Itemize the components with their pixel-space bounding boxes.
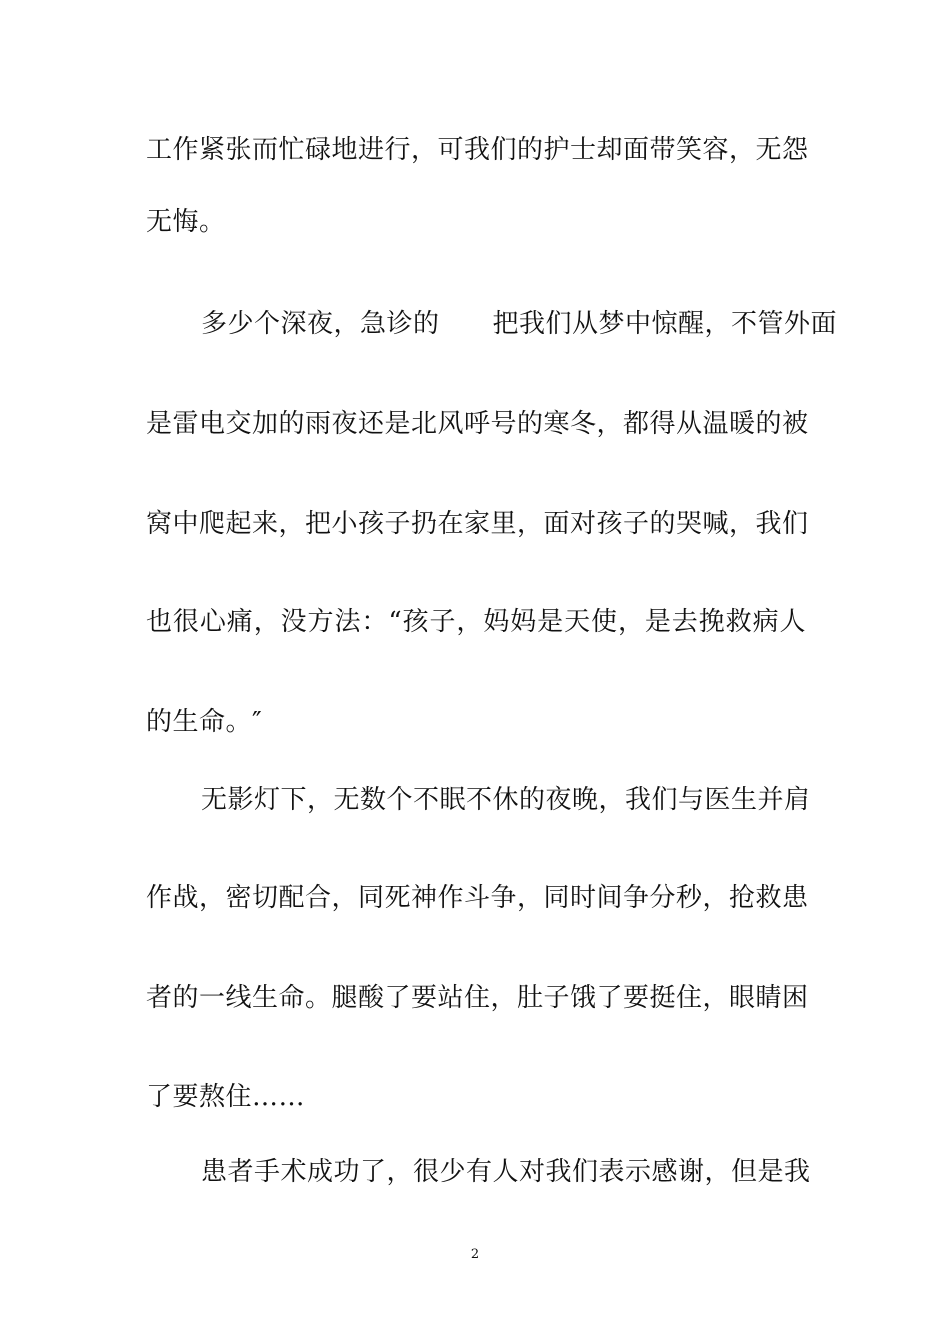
- text-line-11: 了要熬住……: [146, 1082, 306, 1112]
- page-number: 2: [470, 1247, 480, 1262]
- text-line-5: 窝中爬起来，把小孩子扔在家里，面对孩子的哭喊，我们: [146, 509, 809, 539]
- text-line-6: 也很心痛，没方法：“孩子，妈妈是天使，是去挽救病人: [146, 607, 806, 637]
- text-line-12: 患者手术成功了，很少有人对我们表示感谢，但是我: [201, 1157, 811, 1187]
- text-line-4: 是雷电交加的雨夜还是北风呼号的寒冬，都得从温暖的被: [146, 409, 809, 439]
- text-line-2: 无悔。: [146, 207, 226, 237]
- text-line-1: 工作紧张而忙碌地进行，可我们的护士却面带笑容，无怨: [146, 135, 809, 165]
- text-line-7: 的生命。″: [146, 707, 263, 737]
- text-line-10: 者的一线生命。腿酸了要站住，肚子饿了要挺住，眼睛困: [146, 983, 809, 1013]
- text-line-8: 无影灯下，无数个不眠不休的夜晚，我们与医生并肩: [201, 785, 811, 815]
- text-line-3: 多少个深夜，急诊的 把我们从梦中惊醒，不管外面: [201, 309, 838, 339]
- text-line-9: 作战，密切配合，同死神作斗争，同时间争分秒，抢救患: [146, 883, 809, 913]
